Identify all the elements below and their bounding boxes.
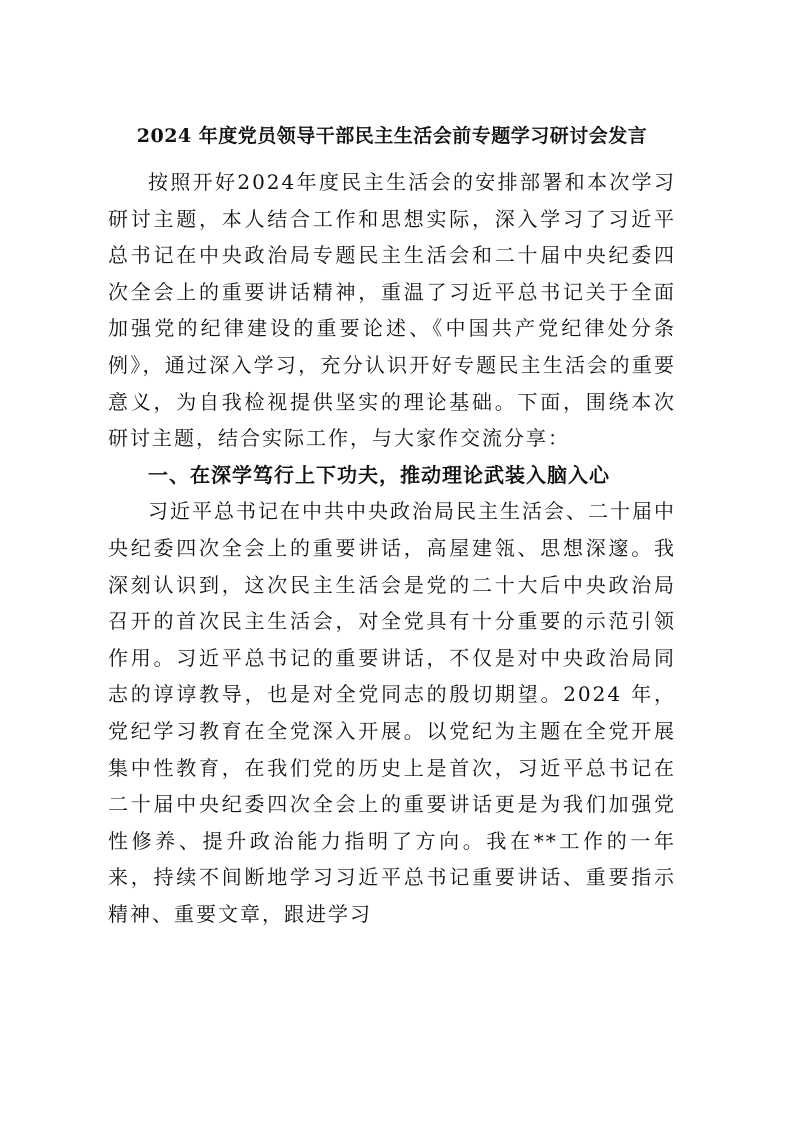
- section-1-paragraph: 习近平总书记在中共中央政治局民主生活会、二十届中央纪委四次全会上的重要讲话，高屋建瓴、思想深邃。我深刻认识到，这次民主生活会是党的二十大后中央政治局召开的首次民主生活会，对全党具有十分重要的示范引领作用。习近平总书记的重要讲话，不仅是对中央政治局同志的谆谆教导，也是对全党同志的殷切期望。2024 年，党纪学习教育在全党深入开展。以党纪为主题在全党开展集中性教育，在我们党的历史上是首次，习近平总书记在二十届中央纪委四次全会上的重要讲话更是为我们加强党性修养、提升政治能力指明了方向。我在**工作的一年来，持续不间断地学习习近平总书记重要讲话、重要指示精神、重要文章，跟进学习: [108, 499, 676, 926]
- document-title: 2024 年度党员领导干部民主生活会前专题学习研讨会发言: [136, 125, 648, 147]
- document-page: [108, 118, 676, 932]
- intro-paragraph: 按照开好2024年度民主生活会的安排部署和本次学习研讨主题，本人结合工作和思想实际，深入学习了习近平总书记在中央政治局专题民主生活会和二十届中央纪委四次全会上的重要讲话精神，重温了习近平总书记关于全面加强党的纪律建设的重要论述、《中国共产党纪律处分条例》，通过深入学习，充分认识开好专题民主生活会的重要意义，为自我检视提供坚实的理论基础。下面，围绕本次研讨主题，结合实际工作，与大家作交流分享：: [108, 170, 676, 451]
- section-heading-1: 一、在深学笃行上下功夫，推动理论武装入脑入心: [148, 462, 610, 487]
